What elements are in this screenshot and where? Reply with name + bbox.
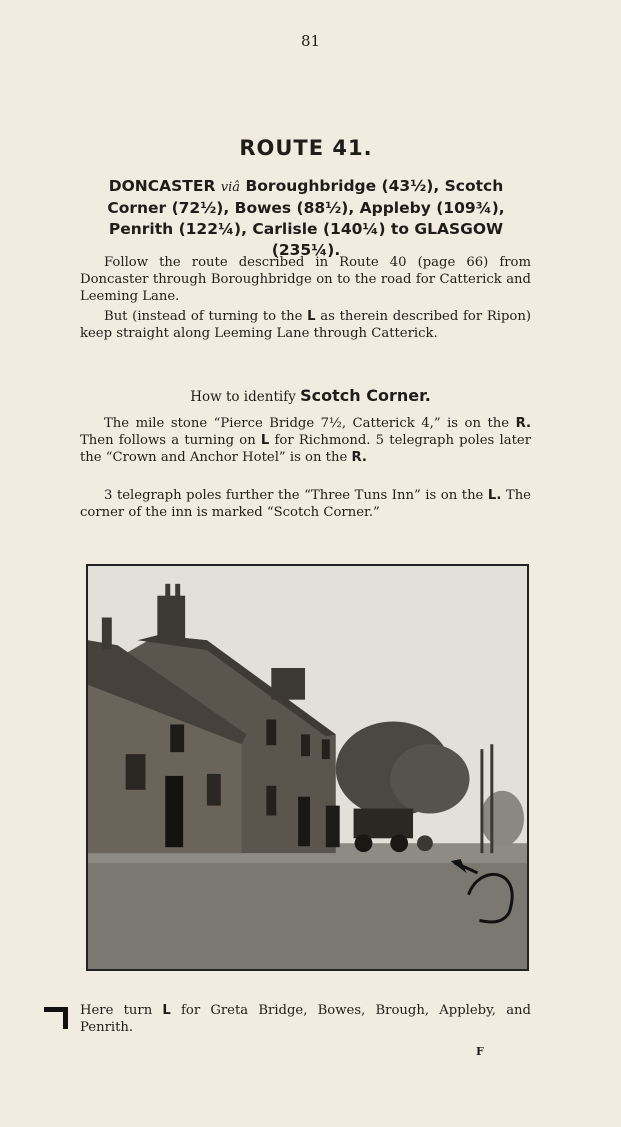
direction-marker: L bbox=[162, 1003, 171, 1018]
paragraph-milestone bbox=[80, 415, 531, 466]
section-heading-place: Scotch Corner. bbox=[300, 386, 431, 405]
text: But (instead of turning to the bbox=[104, 309, 308, 324]
page-number: 81 bbox=[300, 32, 321, 50]
direction-marker: R. bbox=[515, 416, 531, 431]
text: 3 telegraph poles further the “Three Tuns Inn” is on the bbox=[104, 488, 488, 503]
section-heading bbox=[0, 386, 621, 405]
turn-instruction bbox=[80, 1002, 531, 1036]
direction-marker: R. bbox=[351, 450, 367, 465]
paragraph-inn bbox=[80, 487, 531, 521]
route-itinerary bbox=[80, 176, 532, 261]
section-heading-prefix: How to identify bbox=[190, 389, 296, 405]
text: Then follows a turning on bbox=[80, 433, 261, 448]
direction-marker: L bbox=[260, 433, 270, 448]
signature-mark: F bbox=[476, 1045, 484, 1058]
route-origin: DONCASTER bbox=[108, 177, 216, 195]
photograph-scotch-corner bbox=[86, 564, 529, 971]
route-title: ROUTE 41. bbox=[239, 136, 373, 160]
route-stops: Boroughbridge (43½), Scotch Corner (72½), Bowes (88½), Appleby (109¾), Penrith (122¼), Carlisle (140¼) to GLASGOW (235¼). bbox=[107, 177, 505, 259]
direction-marker: L bbox=[307, 309, 316, 324]
left-turn-icon bbox=[44, 1007, 68, 1029]
photo-illustration bbox=[88, 566, 527, 969]
paragraph-intro: Follow the route described in Route 40 (page 66) from Doncaster through Boroughbridge on to the road for Catterick and Leeming Lane. bbox=[80, 255, 531, 304]
text: as therein described for Ripon) keep straight along Leeming Lane through Catterick. bbox=[80, 309, 532, 341]
text: The corner of the inn is marked “Scotch Corner.” bbox=[80, 488, 531, 520]
text: for Greta Bridge, Bowes, Brough, Appleby, and Penrith. bbox=[80, 1003, 531, 1035]
text: The mile stone “Pierce Bridge 7½, Catterick 4,” is on the bbox=[104, 416, 516, 431]
paragraph-instead bbox=[80, 308, 531, 342]
text: for Richmond. 5 telegraph poles later the “Crown and Anchor Hotel” is on the bbox=[80, 433, 532, 465]
direction-marker: L. bbox=[487, 488, 502, 503]
route-via: viâ bbox=[220, 180, 241, 195]
text: Here turn bbox=[80, 1003, 163, 1018]
